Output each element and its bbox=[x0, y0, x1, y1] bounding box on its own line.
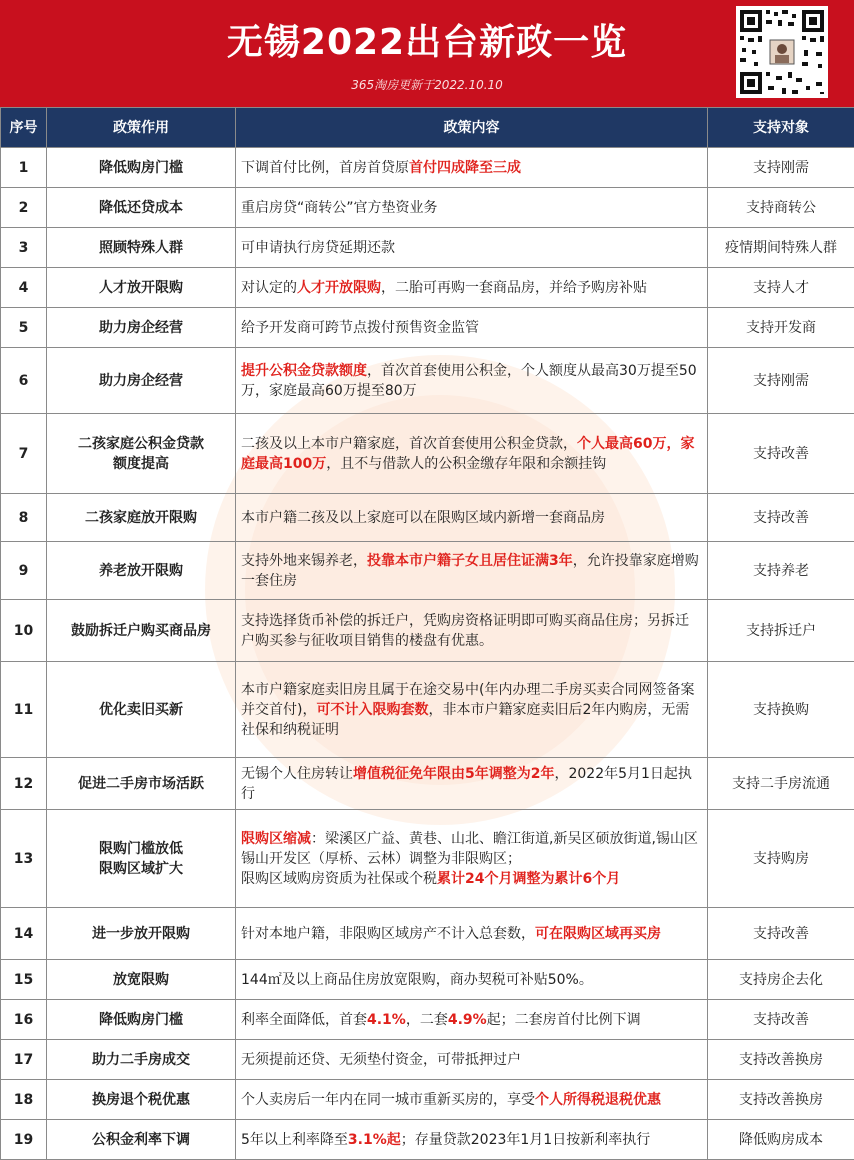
policy-highlight: 可不计入限购套数 bbox=[316, 701, 429, 718]
policy-text: ；存量贷款2023年1月1日按新利率执行 bbox=[400, 1131, 651, 1148]
support-target: 支持商转公 bbox=[708, 188, 854, 228]
row-number: 18 bbox=[1, 1080, 47, 1120]
policy-role bbox=[47, 1120, 236, 1160]
support-target: 支持房企去化 bbox=[708, 960, 854, 1000]
policy-content bbox=[236, 188, 708, 228]
policy-role bbox=[47, 268, 236, 308]
row-number: 16 bbox=[1, 1000, 47, 1040]
policy-text: ：梁溪区广益、黄巷、山北、瞻江街道,新吴区硕放街道,锡山区锡山开发区（厚桥、云林）调整为非限购区； bbox=[241, 830, 698, 867]
policy-highlight: 增值税征免年限由5年调整为2年 bbox=[353, 765, 555, 782]
row-number: 5 bbox=[1, 308, 47, 348]
support-target: 支持刚需 bbox=[708, 348, 854, 414]
support-target: 支持购房 bbox=[708, 810, 854, 908]
policy-role bbox=[47, 228, 236, 268]
policy-highlight: 首付四成降至三成 bbox=[409, 159, 521, 176]
policy-content bbox=[236, 494, 708, 542]
table-row bbox=[1, 188, 854, 228]
policy-role bbox=[47, 188, 236, 228]
table-row bbox=[1, 662, 854, 758]
policy-text: 144㎡及以上商品住房放宽限购，商办契税可补贴50%。 bbox=[241, 971, 593, 988]
policy-text: 利率全面降低，首套 bbox=[241, 1011, 367, 1028]
row-number: 19 bbox=[1, 1120, 47, 1160]
policy-role bbox=[47, 414, 236, 494]
policy-text: ，且不与借款人的公积金缴存年限和余额挂钩 bbox=[326, 455, 607, 472]
policy-text: ，首次首套使用公积金，个人额度从最高30万提至50万，家庭最高60万提至80万 bbox=[241, 362, 697, 399]
policy-text: 重启房贷“商转公”官方垫资业务 bbox=[241, 199, 438, 216]
policy-content bbox=[236, 1040, 708, 1080]
support-target: 支持换购 bbox=[708, 662, 854, 758]
page-subtitle: 365淘房更新于2022.10.10 bbox=[351, 78, 503, 92]
policy-content bbox=[236, 542, 708, 600]
table-row bbox=[1, 542, 854, 600]
table-row bbox=[1, 494, 854, 542]
policy-role bbox=[47, 1080, 236, 1120]
support-target: 支持改善 bbox=[708, 414, 854, 494]
table-row bbox=[1, 348, 854, 414]
policy-role bbox=[47, 810, 236, 908]
policy-role-line: 限购门槛放低 bbox=[99, 840, 183, 857]
table-row bbox=[1, 228, 854, 268]
policy-highlight: 4.9% bbox=[447, 1011, 487, 1028]
table-row bbox=[1, 1120, 854, 1160]
policy-content bbox=[236, 1080, 708, 1120]
policy-role bbox=[47, 662, 236, 758]
policy-content bbox=[236, 308, 708, 348]
table-row bbox=[1, 758, 854, 810]
table-row bbox=[1, 308, 854, 348]
policy-role bbox=[47, 908, 236, 960]
page-header bbox=[0, 0, 854, 107]
policy-text: 二孩及以上本市户籍家庭，首次首套使用公积金贷款， bbox=[241, 435, 577, 452]
policy-text: 个人卖房后一年内在同一城市重新买房的，享受 bbox=[241, 1091, 535, 1108]
policy-content bbox=[236, 960, 708, 1000]
policy-highlight: 3.1%起 bbox=[347, 1131, 401, 1148]
column-header-content: 政策内容 bbox=[236, 108, 708, 148]
policy-role-line: 降低还贷成本 bbox=[99, 199, 183, 216]
policy-content bbox=[236, 148, 708, 188]
policy-text: 对认定的 bbox=[241, 279, 297, 296]
policy-text: 本市户籍二孩及以上家庭可以在限购区域内新增一套商品房 bbox=[241, 509, 605, 526]
support-target: 降低购房成本 bbox=[708, 1120, 854, 1160]
page-title: 无锡2022出台新政一览 bbox=[226, 22, 628, 63]
table-row bbox=[1, 148, 854, 188]
policy-content bbox=[236, 662, 708, 758]
policy-text: ，2022年5月1日起执行 bbox=[241, 765, 692, 802]
support-target: 支持刚需 bbox=[708, 148, 854, 188]
row-number: 10 bbox=[1, 600, 47, 662]
policy-content bbox=[236, 348, 708, 414]
row-number: 12 bbox=[1, 758, 47, 810]
policy-text: 5年以上利率降至 bbox=[241, 1131, 348, 1148]
policy-text: 无锡个人住房转让 bbox=[241, 765, 353, 782]
policy-role-line: 二孩家庭公积金贷款 bbox=[78, 435, 204, 452]
policy-content bbox=[236, 758, 708, 810]
policy-highlight: 人才开放限购 bbox=[297, 279, 381, 296]
policy-highlight: 4.1% bbox=[367, 1011, 406, 1028]
row-number: 2 bbox=[1, 188, 47, 228]
policy-role-line: 二孩家庭放开限购 bbox=[85, 509, 197, 526]
policy-role-line: 降低购房门槛 bbox=[99, 1011, 183, 1028]
column-header-target: 支持对象 bbox=[708, 108, 854, 148]
support-target: 支持改善换房 bbox=[708, 1080, 854, 1120]
policy-text: 可申请执行房贷延期还款 bbox=[241, 239, 395, 256]
policy-highlight: 提升公积金贷款额度 bbox=[241, 362, 367, 379]
policy-text: ，二套 bbox=[405, 1011, 448, 1028]
policy-role-line: 优化卖旧买新 bbox=[99, 701, 183, 718]
support-target: 支持养老 bbox=[708, 542, 854, 600]
policy-highlight: 个人最高60万，家庭最高100万 bbox=[241, 435, 695, 472]
policy-text: 支持外地来锡养老， bbox=[241, 552, 367, 569]
policy-role-line: 降低购房门槛 bbox=[99, 159, 183, 176]
policy-role bbox=[47, 960, 236, 1000]
policy-role-line: 促进二手房市场活跃 bbox=[78, 775, 204, 792]
row-number: 7 bbox=[1, 414, 47, 494]
table-header-row bbox=[1, 108, 854, 148]
policy-text: 限购区域购房资质为社保或个税 bbox=[241, 870, 437, 887]
policy-content bbox=[236, 1000, 708, 1040]
policy-content bbox=[236, 1120, 708, 1160]
policy-role bbox=[47, 542, 236, 600]
support-target: 支持人才 bbox=[708, 268, 854, 308]
support-target: 支持改善 bbox=[708, 1000, 854, 1040]
row-number: 8 bbox=[1, 494, 47, 542]
table-row bbox=[1, 1000, 854, 1040]
row-number: 9 bbox=[1, 542, 47, 600]
row-number: 1 bbox=[1, 148, 47, 188]
policy-text: 针对本地户籍，非限购区域房产不计入总套数， bbox=[241, 925, 535, 942]
policy-text: 起；二套房首付比例下调 bbox=[486, 1011, 641, 1028]
policy-text: ，二胎可再购一套商品房，并给予购房补贴 bbox=[381, 279, 647, 296]
policy-role bbox=[47, 758, 236, 810]
policy-role-line: 助力房企经营 bbox=[99, 372, 183, 389]
policy-role-line: 养老放开限购 bbox=[99, 562, 183, 579]
policy-text: 无须提前还贷、无须垫付资金，可带抵押过户 bbox=[241, 1051, 521, 1068]
policy-role bbox=[47, 494, 236, 542]
qr-code-icon bbox=[736, 6, 828, 98]
policy-highlight: 累计24个月调整为累计6个月 bbox=[437, 870, 621, 887]
row-number: 3 bbox=[1, 228, 47, 268]
policy-role-line: 助力房企经营 bbox=[99, 319, 183, 336]
table-row bbox=[1, 600, 854, 662]
support-target: 支持拆迁户 bbox=[708, 600, 854, 662]
policy-role bbox=[47, 1000, 236, 1040]
policy-content bbox=[236, 228, 708, 268]
row-number: 13 bbox=[1, 810, 47, 908]
policy-highlight: 个人所得税退税优惠 bbox=[535, 1091, 661, 1108]
policy-role-line: 限购区域扩大 bbox=[99, 860, 183, 877]
policy-content bbox=[236, 414, 708, 494]
policy-role bbox=[47, 348, 236, 414]
column-header-no: 序号 bbox=[1, 108, 47, 148]
table-row bbox=[1, 908, 854, 960]
row-number: 17 bbox=[1, 1040, 47, 1080]
policy-role-line: 额度提高 bbox=[113, 455, 169, 472]
policy-role bbox=[47, 148, 236, 188]
policy-role-line: 公积金利率下调 bbox=[92, 1131, 190, 1148]
table-row bbox=[1, 1040, 854, 1080]
column-header-role: 政策作用 bbox=[47, 108, 236, 148]
policy-role bbox=[47, 308, 236, 348]
support-target: 支持开发商 bbox=[708, 308, 854, 348]
policy-text: 本市户籍家庭卖旧房且属于在途交易中(年内办理二手房买卖合同网签备案并交首付)， bbox=[241, 681, 695, 718]
policy-table bbox=[0, 107, 854, 1160]
row-number: 4 bbox=[1, 268, 47, 308]
policy-role bbox=[47, 600, 236, 662]
support-target: 支持改善换房 bbox=[708, 1040, 854, 1080]
policy-text: 给予开发商可跨节点拨付预售资金监管 bbox=[241, 319, 479, 336]
table-row bbox=[1, 960, 854, 1000]
policy-role-line: 鼓励拆迁户购买商品房 bbox=[71, 622, 211, 639]
policy-text: 下调首付比例，首房首贷原 bbox=[241, 159, 409, 176]
policy-role-line: 换房退个税优惠 bbox=[92, 1091, 190, 1108]
policy-content bbox=[236, 268, 708, 308]
row-number: 6 bbox=[1, 348, 47, 414]
policy-text: ，非本市户籍家庭卖旧后2年内购房，无需社保和纳税证明 bbox=[241, 701, 690, 738]
policy-text: ，允许投靠家庭增购一套住房 bbox=[241, 552, 699, 589]
table-row bbox=[1, 414, 854, 494]
policy-content bbox=[236, 810, 708, 908]
policy-role-line: 进一步放开限购 bbox=[92, 925, 190, 942]
policy-role bbox=[47, 1040, 236, 1080]
support-target: 支持二手房流通 bbox=[708, 758, 854, 810]
support-target: 疫情期间特殊人群 bbox=[708, 228, 854, 268]
support-target: 支持改善 bbox=[708, 494, 854, 542]
support-target: 支持改善 bbox=[708, 908, 854, 960]
table-row bbox=[1, 268, 854, 308]
policy-highlight: 投靠本市户籍子女且居住证满3年 bbox=[367, 552, 573, 569]
policy-highlight: 限购区缩减 bbox=[241, 830, 311, 847]
row-number: 15 bbox=[1, 960, 47, 1000]
row-number: 14 bbox=[1, 908, 47, 960]
policy-text: 支持选择货币补偿的拆迁户，凭购房资格证明即可购买商品住房；另拆迁户购买参与征收项目销售的楼盘有优惠。 bbox=[241, 612, 689, 649]
table-row bbox=[1, 810, 854, 908]
policy-role-line: 放宽限购 bbox=[113, 971, 169, 988]
table-row bbox=[1, 1080, 854, 1120]
policy-content bbox=[236, 908, 708, 960]
policy-content bbox=[236, 600, 708, 662]
policy-highlight: 可在限购区域再买房 bbox=[535, 925, 661, 942]
policy-role-line: 照顾特殊人群 bbox=[99, 239, 183, 256]
policy-role-line: 人才放开限购 bbox=[99, 279, 183, 296]
policy-role-line: 助力二手房成交 bbox=[92, 1051, 190, 1068]
row-number: 11 bbox=[1, 662, 47, 758]
